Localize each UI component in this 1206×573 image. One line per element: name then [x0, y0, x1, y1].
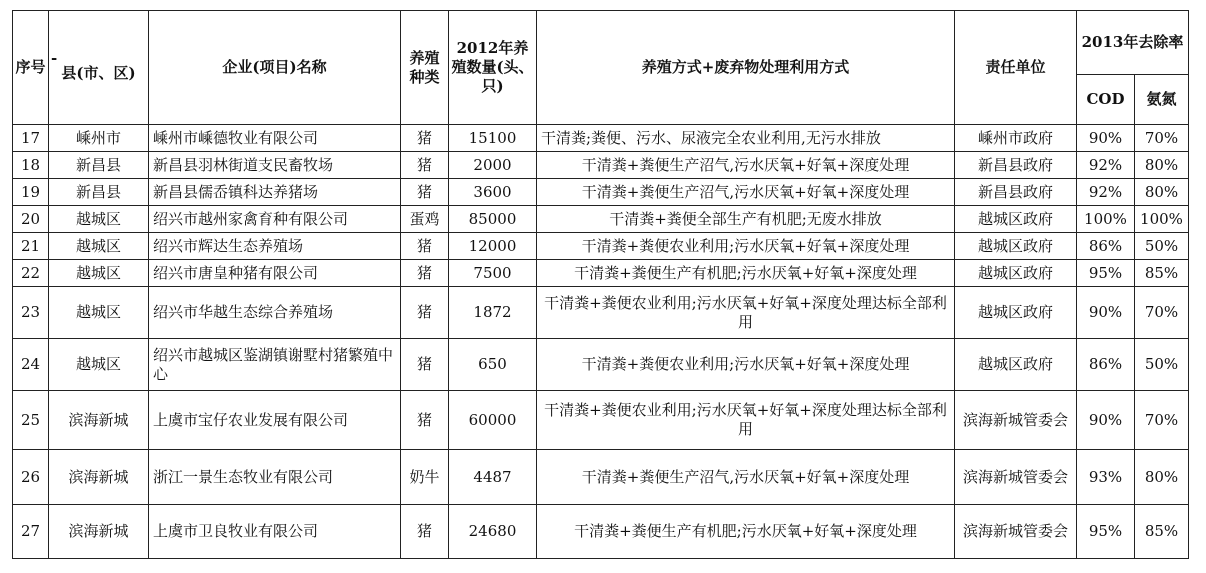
- cell-seq: 26: [13, 450, 49, 505]
- table-row: [13, 287, 1189, 339]
- cell-seq: 20: [13, 206, 49, 233]
- header-rate: 2013年去除率: [1077, 11, 1189, 75]
- cell-cod: 95%: [1077, 505, 1135, 559]
- cell-method: 干清粪;粪便、污水、尿液完全农业利用,无污水排放: [537, 125, 955, 152]
- cell-cod: 100%: [1077, 206, 1135, 233]
- cell-seq: 21: [13, 233, 49, 260]
- cell-county: 越城区: [49, 287, 149, 339]
- cell-nh: 85%: [1135, 505, 1189, 559]
- header-cod: COD: [1077, 75, 1135, 125]
- cell-cod: 86%: [1077, 339, 1135, 391]
- cell-count: 3600: [449, 179, 537, 206]
- cell-company: 绍兴市越城区鉴湖镇谢墅村猪繁殖中心: [149, 339, 401, 391]
- document-page: [12, 10, 1189, 559]
- cell-count: 12000: [449, 233, 537, 260]
- cell-method: 干清粪+粪便生产沼气,污水厌氧+好氧+深度处理: [537, 179, 955, 206]
- table-row: [13, 339, 1189, 391]
- cell-county: 新昌县: [49, 152, 149, 179]
- cell-count: 15100: [449, 125, 537, 152]
- cell-county: 越城区: [49, 206, 149, 233]
- cell-unit: 滨海新城管委会: [955, 450, 1077, 505]
- cell-method: 干清粪+粪便农业利用;污水厌氧+好氧+深度处理: [537, 233, 955, 260]
- cell-nh: 80%: [1135, 179, 1189, 206]
- cell-unit: 新昌县政府: [955, 152, 1077, 179]
- cell-seq: 23: [13, 287, 49, 339]
- cell-cod: 92%: [1077, 179, 1135, 206]
- cell-species: 猪: [401, 152, 449, 179]
- cell-seq: 19: [13, 179, 49, 206]
- cell-unit: 新昌县政府: [955, 179, 1077, 206]
- cell-count: 7500: [449, 260, 537, 287]
- cell-species: 猪: [401, 339, 449, 391]
- cell-method: 干清粪+粪便生产有机肥;污水厌氧+好氧+深度处理: [537, 505, 955, 559]
- cell-company: 绍兴市唐皇种猪有限公司: [149, 260, 401, 287]
- cell-method: 干清粪+粪便生产有机肥;污水厌氧+好氧+深度处理: [537, 260, 955, 287]
- header-seq: 序号: [13, 11, 49, 125]
- table-row: [13, 179, 1189, 206]
- header-species: 养殖种类: [401, 11, 449, 125]
- cell-seq: 17: [13, 125, 49, 152]
- cell-nh: 85%: [1135, 260, 1189, 287]
- cell-nh: 80%: [1135, 152, 1189, 179]
- cell-county: 越城区: [49, 260, 149, 287]
- cell-seq: 27: [13, 505, 49, 559]
- cell-nh: 100%: [1135, 206, 1189, 233]
- header-method: 养殖方式+废弃物处理利用方式: [537, 11, 955, 125]
- cell-count: 24680: [449, 505, 537, 559]
- table-row: [13, 125, 1189, 152]
- cell-nh: 70%: [1135, 287, 1189, 339]
- table-row: [13, 152, 1189, 179]
- cell-species: 猪: [401, 260, 449, 287]
- cell-species: 猪: [401, 391, 449, 450]
- cell-seq: 18: [13, 152, 49, 179]
- cell-unit: 越城区政府: [955, 260, 1077, 287]
- cell-company: 嵊州市嵊德牧业有限公司: [149, 125, 401, 152]
- cell-nh: 70%: [1135, 391, 1189, 450]
- table-row: [13, 450, 1189, 505]
- cell-company: 上虞市卫良牧业有限公司: [149, 505, 401, 559]
- cell-method: 干清粪+粪便农业利用;污水厌氧+好氧+深度处理达标全部利用: [537, 287, 955, 339]
- cell-unit: 越城区政府: [955, 233, 1077, 260]
- cell-cod: 86%: [1077, 233, 1135, 260]
- cell-cod: 90%: [1077, 391, 1135, 450]
- cell-cod: 92%: [1077, 152, 1135, 179]
- cell-count: 650: [449, 339, 537, 391]
- cell-count: 2000: [449, 152, 537, 179]
- header-unit: 责任单位: [955, 11, 1077, 125]
- cell-county: 滨海新城: [49, 450, 149, 505]
- cell-cod: 90%: [1077, 125, 1135, 152]
- cell-method: 干清粪+粪便全部生产有机肥;无废水排放: [537, 206, 955, 233]
- table-row: [13, 505, 1189, 559]
- cell-county: 越城区: [49, 233, 149, 260]
- cell-count: 4487: [449, 450, 537, 505]
- cell-county: 滨海新城: [49, 391, 149, 450]
- cell-species: 猪: [401, 179, 449, 206]
- cell-method: 干清粪+粪便农业利用;污水厌氧+好氧+深度处理: [537, 339, 955, 391]
- table-row: [13, 391, 1189, 450]
- cell-species: 猪: [401, 125, 449, 152]
- cell-company: 新昌县羽林街道支民畜牧场: [149, 152, 401, 179]
- cell-company: 新昌县儒岙镇科达养猪场: [149, 179, 401, 206]
- cell-unit: 越城区政府: [955, 287, 1077, 339]
- cell-county: 滨海新城: [49, 505, 149, 559]
- cell-nh: 70%: [1135, 125, 1189, 152]
- cell-species: 猪: [401, 287, 449, 339]
- cell-nh: 50%: [1135, 339, 1189, 391]
- cell-company: 浙江一景生态牧业有限公司: [149, 450, 401, 505]
- header-county: - 县(市、区): [49, 11, 149, 125]
- cell-seq: 22: [13, 260, 49, 287]
- cell-count: 85000: [449, 206, 537, 233]
- cell-count: 60000: [449, 391, 537, 450]
- cell-species: 蛋鸡: [401, 206, 449, 233]
- cell-cod: 93%: [1077, 450, 1135, 505]
- cell-county: 新昌县: [49, 179, 149, 206]
- cell-unit: 嵊州市政府: [955, 125, 1077, 152]
- cell-unit: 滨海新城管委会: [955, 391, 1077, 450]
- cell-seq: 25: [13, 391, 49, 450]
- cell-seq: 24: [13, 339, 49, 391]
- cell-species: 猪: [401, 505, 449, 559]
- cell-county: 越城区: [49, 339, 149, 391]
- cell-nh: 80%: [1135, 450, 1189, 505]
- table-row: [13, 260, 1189, 287]
- cell-company: 上虞市宝仔农业发展有限公司: [149, 391, 401, 450]
- header-county-mark: -: [51, 49, 58, 67]
- cell-species: 猪: [401, 233, 449, 260]
- table-body: [13, 125, 1189, 559]
- cell-county: 嵊州市: [49, 125, 149, 152]
- header-count: 2012年养殖数量(头、只): [449, 11, 537, 125]
- cell-species: 奶牛: [401, 450, 449, 505]
- cell-method: 干清粪+粪便生产沼气,污水厌氧+好氧+深度处理: [537, 152, 955, 179]
- enterprise-table: [12, 10, 1189, 559]
- cell-company: 绍兴市越州家禽育种有限公司: [149, 206, 401, 233]
- header-company: 企业(项目)名称: [149, 11, 401, 125]
- cell-company: 绍兴市华越生态综合养殖场: [149, 287, 401, 339]
- header-nh: 氨氮: [1135, 75, 1189, 125]
- cell-method: 干清粪+粪便生产沼气,污水厌氧+好氧+深度处理: [537, 450, 955, 505]
- cell-cod: 90%: [1077, 287, 1135, 339]
- cell-company: 绍兴市辉达生态养殖场: [149, 233, 401, 260]
- cell-unit: 越城区政府: [955, 206, 1077, 233]
- cell-count: 1872: [449, 287, 537, 339]
- cell-cod: 95%: [1077, 260, 1135, 287]
- cell-unit: 越城区政府: [955, 339, 1077, 391]
- table-row: [13, 206, 1189, 233]
- cell-unit: 滨海新城管委会: [955, 505, 1077, 559]
- cell-nh: 50%: [1135, 233, 1189, 260]
- table-row: [13, 233, 1189, 260]
- cell-method: 干清粪+粪便农业利用;污水厌氧+好氧+深度处理达标全部利用: [537, 391, 955, 450]
